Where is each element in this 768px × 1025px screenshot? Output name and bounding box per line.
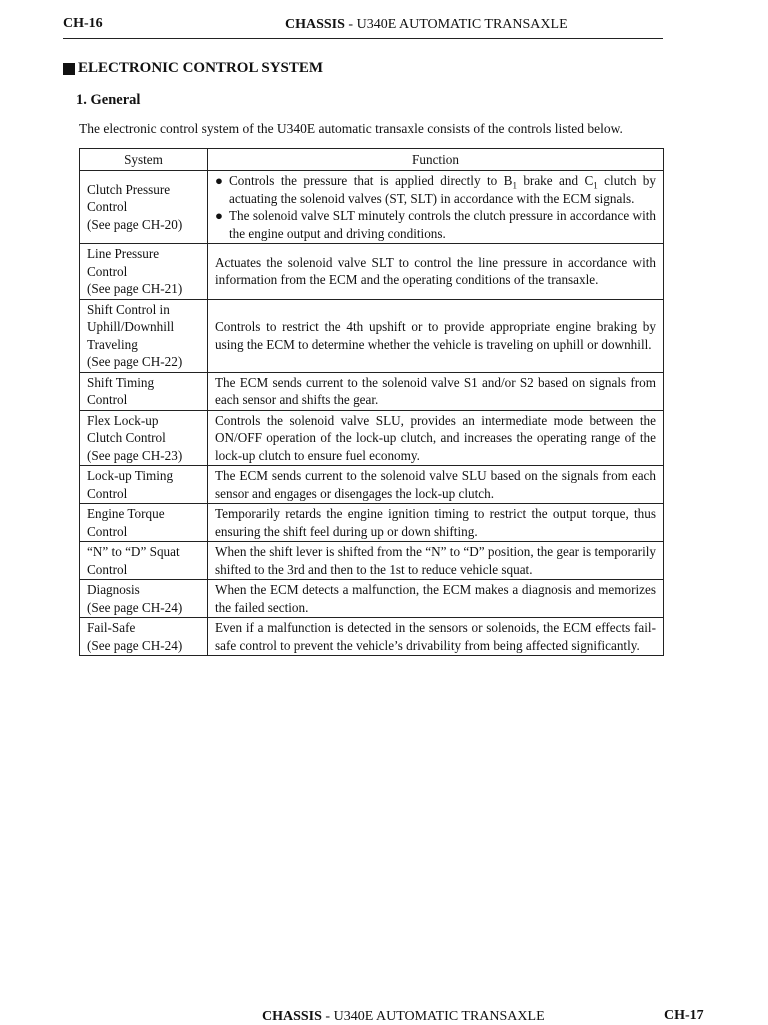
system-line: (See page CH-24) (87, 599, 183, 615)
function-cell (208, 171, 664, 244)
bullet-dot-icon: ● (215, 173, 223, 188)
system-cell (80, 618, 208, 656)
system-line: Diagnosis (87, 582, 140, 597)
table-row (80, 466, 664, 504)
section-heading-text: ELECTRONIC CONTROL SYSTEM (78, 60, 324, 76)
system-line: Traveling (87, 336, 138, 352)
function-cell: Temporarily retards the engine ignition timing to restrict the output torque, thus ensuring the shift feel during up or down shifting. (208, 504, 664, 542)
system-line: Line Pressure (87, 246, 160, 261)
system-line: Control (87, 485, 128, 501)
system-cell (80, 542, 208, 580)
system-line: Shift Control in (87, 301, 170, 317)
function-cell: Even if a malfunction is detected in the sensors or solenoids, the ECM effects fail-safe control to prevent the vehicle’s drivability from being affected significantly. (208, 618, 664, 656)
system-line: Control (87, 523, 128, 539)
header-title (285, 17, 568, 33)
control-system-table (79, 148, 664, 656)
system-line: Shift Timing (87, 374, 155, 390)
column-header-system: System (80, 149, 208, 171)
bullet-text-part: Controls the pressure that is applied directly to B (229, 173, 513, 188)
footer-page-number: CH-17 (664, 1008, 704, 1023)
subheading-general: 1. General (76, 92, 141, 108)
system-line: Clutch Control (87, 430, 166, 445)
function-bullet-list (215, 172, 656, 242)
table-row (80, 618, 664, 656)
page-header (63, 14, 663, 39)
system-cell (80, 299, 208, 372)
function-cell: The ECM sends current to the solenoid valve SLU based on the signals from each sensor and engages or disengages the lock-up clutch. (208, 466, 664, 504)
bullet-text-part: brake and C (516, 173, 594, 188)
system-cell (80, 244, 208, 300)
function-cell: The ECM sends current to the solenoid valve S1 and/or S2 based on signals from each sensor and shifts the gear. (208, 372, 664, 410)
system-cell (80, 504, 208, 542)
function-cell: Controls to restrict the 4th upshift or to provide appropriate engine braking by using the ECM to determine whether the vehicle is traveling on uphill or downhill. (208, 299, 664, 372)
system-cell (80, 372, 208, 410)
intro-paragraph: The electronic control system of the U340E automatic transaxle consists of the controls listed below. (79, 121, 623, 136)
system-line: (See page CH-24) (87, 637, 183, 653)
table-row (80, 410, 664, 466)
system-line: Lock-up Timing (87, 468, 174, 483)
function-cell: Actuates the solenoid valve SLT to control the line pressure in accordance with information from the ECM and the operating conditions of the transaxle. (208, 244, 664, 300)
function-cell: When the ECM detects a malfunction, the ECM makes a diagnosis and memorizes the failed section. (208, 580, 664, 618)
system-cell (80, 466, 208, 504)
table-header-row (80, 149, 664, 171)
header-title-chassis: CHASSIS (285, 17, 345, 32)
system-line: Fail-Safe (87, 620, 136, 635)
footer-title-rest: - U340E AUTOMATIC TRANSAXLE (321, 1009, 545, 1024)
bullet-dot-icon: ● (215, 208, 223, 223)
system-line: “N” to “D” Squat (87, 544, 180, 559)
system-cell (80, 171, 208, 244)
footer-title-chassis: CHASSIS (262, 1009, 322, 1024)
section-heading (63, 60, 323, 77)
function-cell: When the shift lever is shifted from the “N” to “D” position, the gear is temporarily shifted to the 3rd and then to the 1st to reduce vehicle squat. (208, 542, 664, 580)
system-cell (80, 410, 208, 466)
bullet-text: The solenoid valve SLT minutely controls the clutch pressure in accordance with the engine output and driving conditions. (229, 208, 656, 241)
header-page-number: CH-16 (63, 16, 103, 31)
table-row (80, 299, 664, 372)
subscript: 1 (593, 180, 598, 191)
system-line: Clutch Pressure (87, 181, 171, 197)
header-title-rest: - U340E AUTOMATIC TRANSAXLE (344, 17, 568, 32)
function-bullet (215, 172, 656, 207)
system-line: Control (87, 263, 128, 279)
table-row (80, 504, 664, 542)
table-row (80, 580, 664, 618)
system-line: (See page CH-20) (87, 216, 183, 232)
function-bullet (215, 207, 656, 242)
column-header-function: Function (208, 149, 664, 171)
table-row (80, 542, 664, 580)
system-line: (See page CH-22) (87, 354, 183, 369)
square-bullet-icon (63, 63, 75, 75)
table-row (80, 372, 664, 410)
system-line: Control (87, 199, 128, 215)
system-line: (See page CH-23) (87, 447, 183, 463)
system-line: Control (87, 392, 128, 407)
system-line: Flex Lock-up (87, 412, 159, 428)
system-line: (See page CH-21) (87, 281, 183, 296)
system-cell (80, 580, 208, 618)
function-cell: Controls the solenoid valve SLU, provides an intermediate mode between the ON/OFF operation of the lock-up clutch, and increases the operating range of the lock-up clutch to ensure fuel economy. (208, 410, 664, 466)
page-footer-title (262, 1009, 545, 1025)
system-line: Control (87, 561, 128, 577)
subscript: 1 (512, 180, 517, 191)
table-row (80, 244, 664, 300)
table-row (80, 171, 664, 244)
system-line: Engine Torque (87, 506, 165, 521)
system-line: Uphill/Downhill (87, 319, 175, 334)
bullet-text-part: clutch by actuating the solenoid valves (ST, SLT) in accordance with the ECM signals. (229, 173, 656, 206)
